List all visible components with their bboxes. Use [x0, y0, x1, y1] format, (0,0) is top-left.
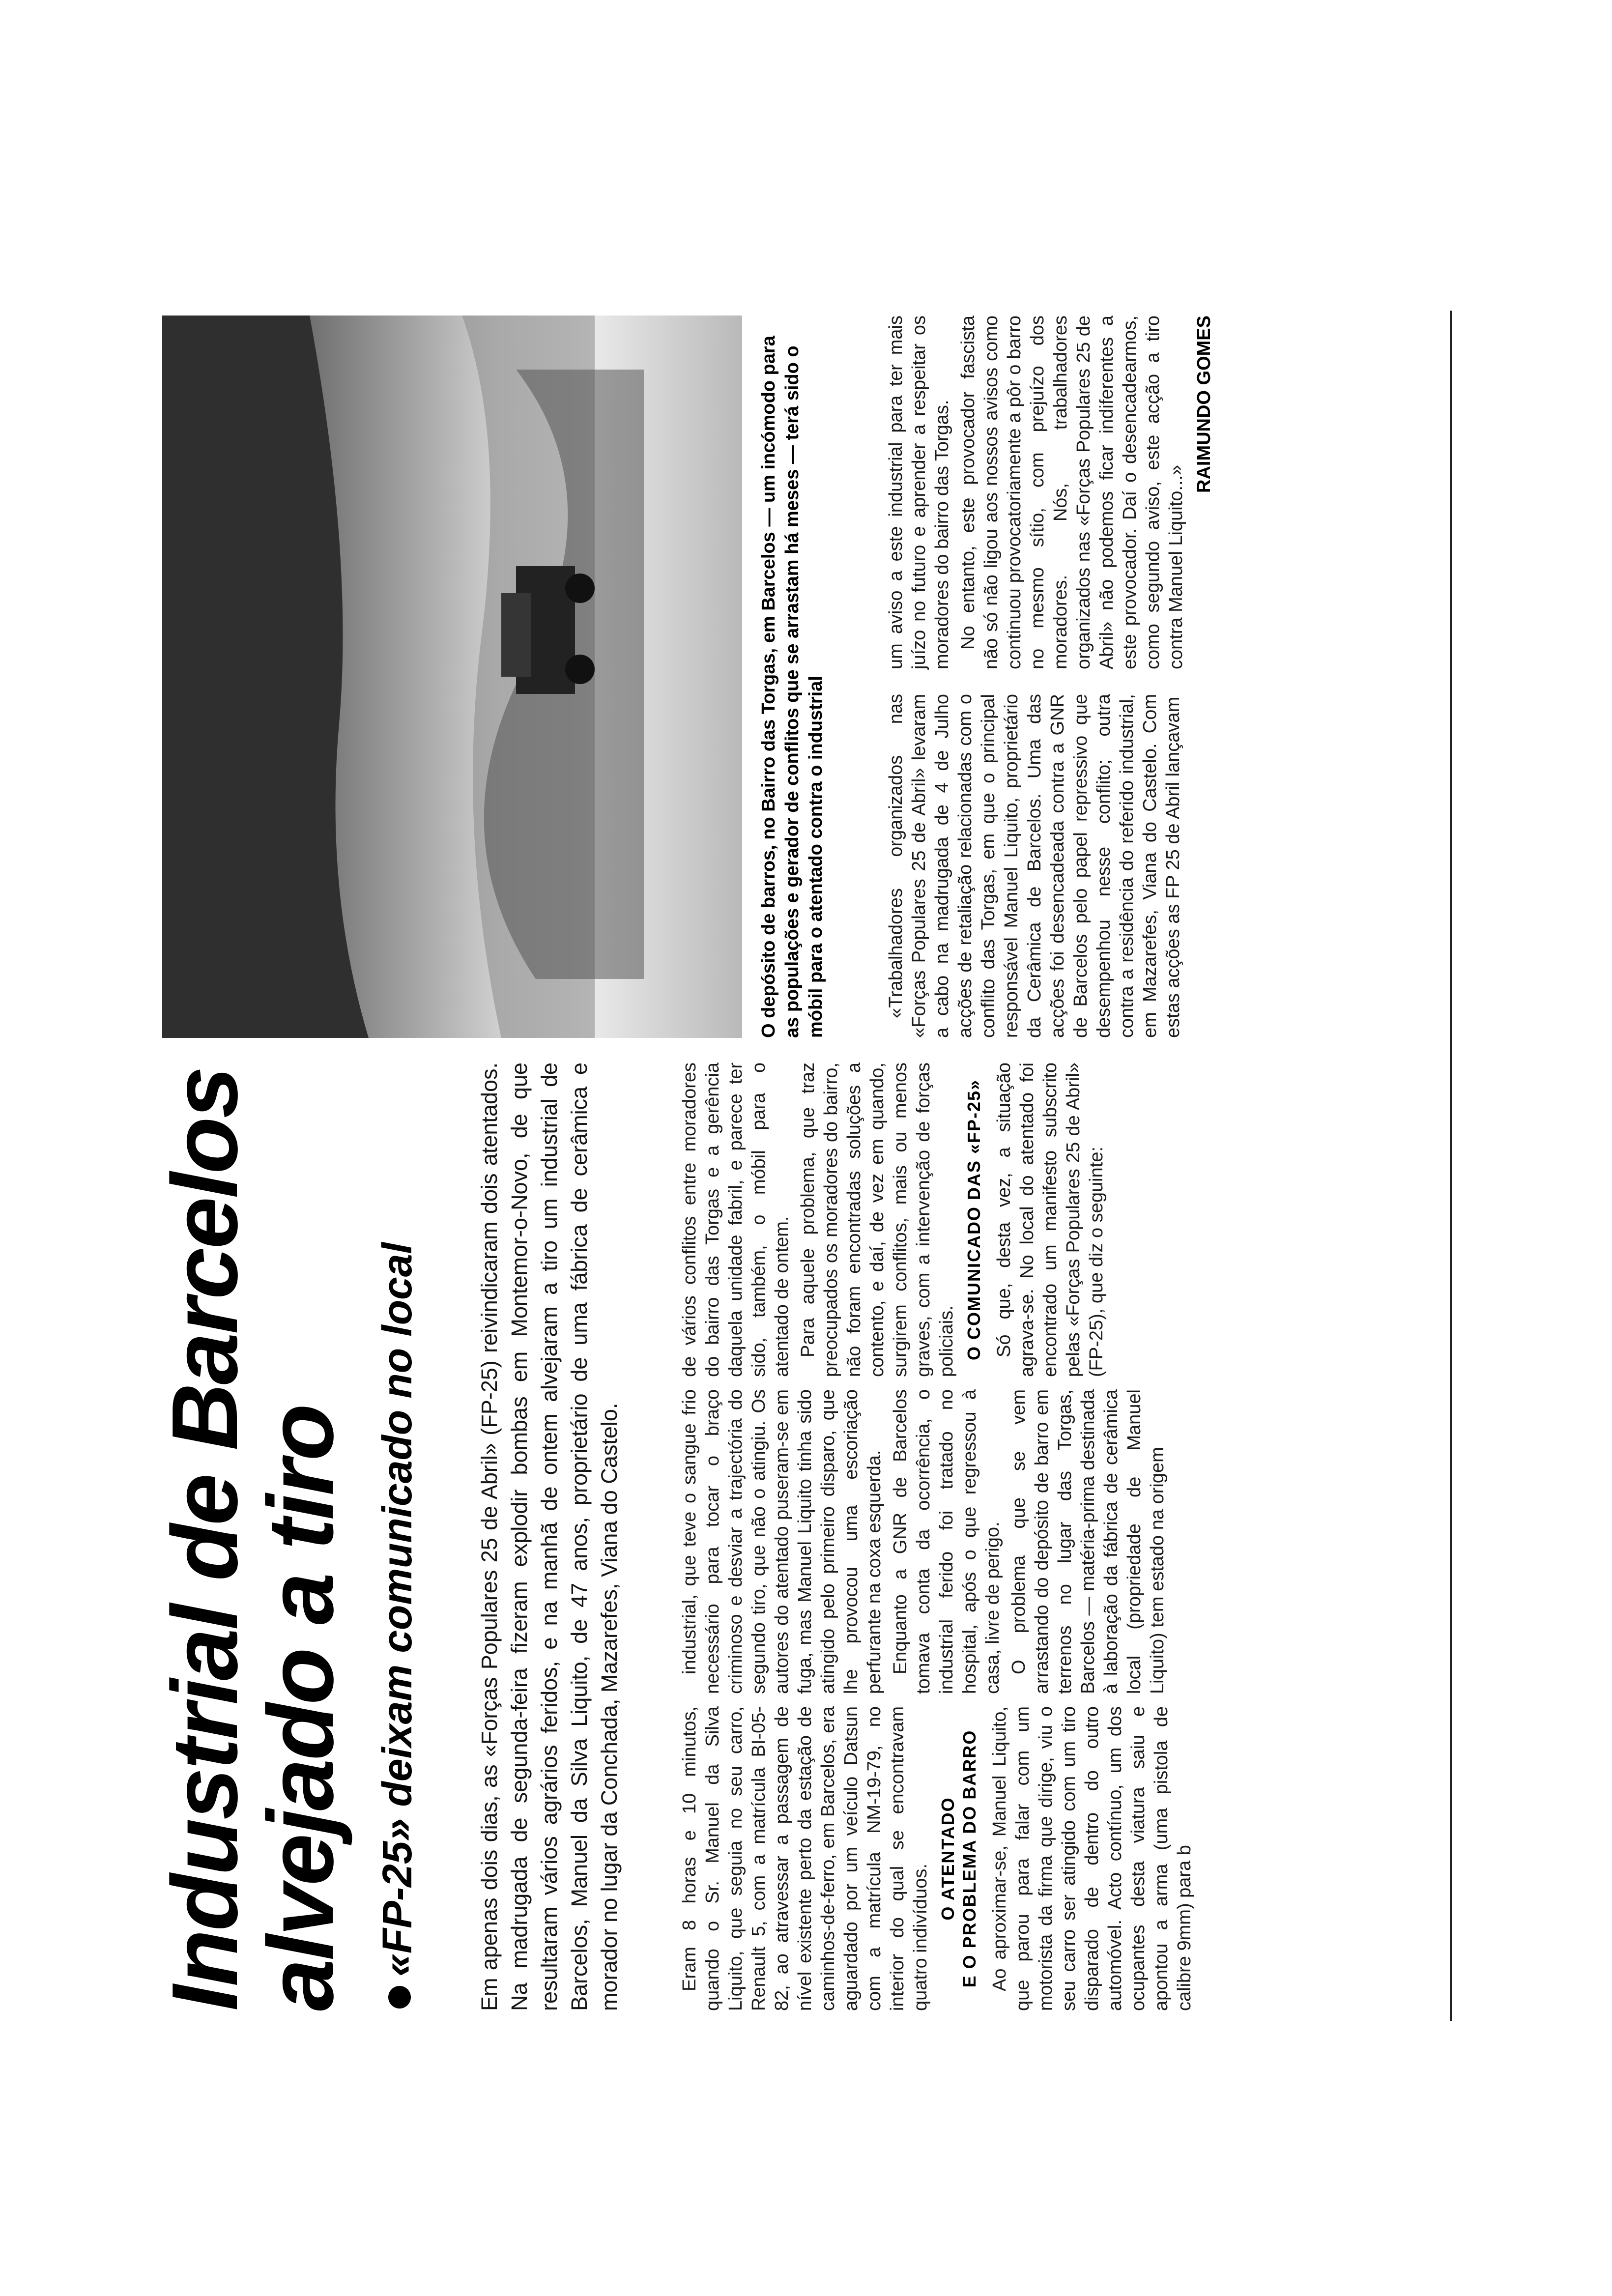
headline-line-1: Industrial de Barcelos	[153, 1067, 257, 2011]
news-photo	[162, 316, 742, 1038]
subheadline: «FP-25» deixam comunicado no local	[374, 1242, 420, 1977]
col3-paragraph-1: de vários conflitos entre moradores do bairro das Torgas e a gerência daquela unidade fabril, e parece ter sido, também, o móbil para o atentado de ontem.	[679, 1062, 792, 1377]
section-heading-comunicado: O COMUNICADO DAS «FP-25»	[964, 1079, 984, 1361]
col2-paragraph-2: Enquanto a GNR de Barcelos tomava conta da ocorrência, o industrial ferido foi tratado no hospital, após o que regressou à casa, livre de perigo.	[890, 1389, 1003, 1694]
column-1	[678, 1706, 1199, 2011]
headline-line-2: alvejado a tiro	[249, 1405, 353, 2011]
col5-paragraph-2: No entanto, este provocador fascista não só não ligou aos nossos avisos como continuou provocatoriamente a pôr o barro no mesmo sítio, com prejuízo dos moradores. Nós, trabalhadores organizados nas «Forças Populares 25 de Abril» não podemos ficar indiferentes a este provocador. Daí o desencadearmos, como segundo aviso, este acção a tiro contra Manuel Liquito...»	[958, 316, 1186, 669]
col1-paragraph-1: Eram 8 horas e 10 minutos, quando o Sr. Manuel da Silva Liquito, que seguia no seu carro, Renault 5, com a matrícula BI-05-82, ao atravessar a passagem de nível existente perto da estação de caminhos-de-ferro, em Barcelos, era aguardado por um veículo Datsun com a matrícula NM-19-79, no interior do qual se encontravam quatro indivíduos.	[679, 1706, 931, 2011]
column-2	[678, 1389, 1172, 1694]
lead-paragraph: Em apenas dois dias, as «Forças Populares 25 de Abril» (FP-25) reivindicaram dois atentados. Na madrugada de segunda-feira fizeram explodir bombas em Montemor-o-Novo, de que resultaram vários agrários feridos, e na manhã de ontem alvejaram a tiro um industrial de Barcelos, Manuel da Silva Liquito, de 47 anos, proprietário de uma fábrica de cerâmica e morador no lugar da Conchada, Mazarefes, Viana do Castelo.	[477, 1062, 622, 2011]
section-heading-atentado-line-2: E O PROBLEMA DO BARRO	[959, 1729, 979, 1988]
section-heading-atentado	[937, 1706, 980, 2011]
news-photo-scene	[162, 316, 742, 1038]
section-heading-atentado-line-1: O ATENTADO	[938, 1797, 958, 1921]
col1-paragraph-2: Ao aproximar-se, Manuel Liquito, que parou para falar com um motorista da firma que dirige, viu o seu carro ser atingido com um tiro disparado de dentro do outro automóvel. Acto contínuo, um dos ocupantes desta viatura saiu e apontou a arma (uma pistola de calibre 9mm) para b	[989, 1706, 1195, 2011]
col4-paragraph-1: «Trabalhadores organizados nas «Forças Populares 25 de Abril» levaram a cabo na madrugada de 4 de Julho acções de retaliação relacionadas com o conflito das Torgas, em que o principal responsável Manuel Liquito, proprietário da Cerâmica de Barcelos. Uma das acções foi desencadeada contra a GNR de Barcelos pelo papel repressivo que desempenhou nesse conflito; outra contra a residência do referido industrial, em Mazarefes, Viana do Castelo. Com estas acções as FP 25 de Abril lançavam	[886, 694, 1183, 1038]
col5-paragraph-1: um aviso a este industrial para ter mais juízo no futuro e aprender a respeitar os moradores do bairro das Torgas.	[886, 316, 952, 669]
column-5	[885, 316, 1216, 669]
col3-paragraph-3: Só que, desta vez, a situação agrava-se. No local do atentado foi encontrado um manifesto subscrito pelas «Forças Populares 25 de Abril» (FP-25), que diz o seguinte:	[994, 1062, 1107, 1377]
col3-paragraph-2: Para aquele problema, que traz preocupados os moradores do bairro, não foram encontradas soluções a contento, e daí, de vez em quando, surgirem conflitos, mais ou menos graves, com a intervenção de forças policiais.	[798, 1062, 957, 1377]
subheadline-bullet	[388, 1986, 411, 2009]
photo-caption: O depósito de barros, no Bairro das Torgas, em Barcelos — um incómodo para as populações e gerador de conflitos que se arrastam há meses — terá sido o móbil para o atentado contra o industrial	[758, 336, 826, 1038]
column-3	[678, 1062, 1111, 1377]
column-4	[885, 694, 1188, 1038]
col2-paragraph-1: industrial, que teve o sangue frio necessário para tocar o braço criminoso e desviar a trajectória do segundo tiro, que não o atingiu. Os autores do atentado puseram-se em fuga, mas Manuel Liquito tinha sido atingido pelo primeiro disparo, que lhe provocou uma escoriação perfurante na coxa esquerda.	[679, 1389, 885, 1694]
byline: RAIMUNDO GOMES	[1194, 316, 1214, 493]
col2-paragraph-3: O problema que se vem arrastando do depósito de barro em terrenos no lugar das Torgas, Barcelos — matéria-prima destinada à laboração da fábrica de cerâmica local (propriedade de Manuel Liquito) tem estado na origem	[1008, 1389, 1168, 1694]
bottom-rule	[1450, 311, 1452, 2021]
